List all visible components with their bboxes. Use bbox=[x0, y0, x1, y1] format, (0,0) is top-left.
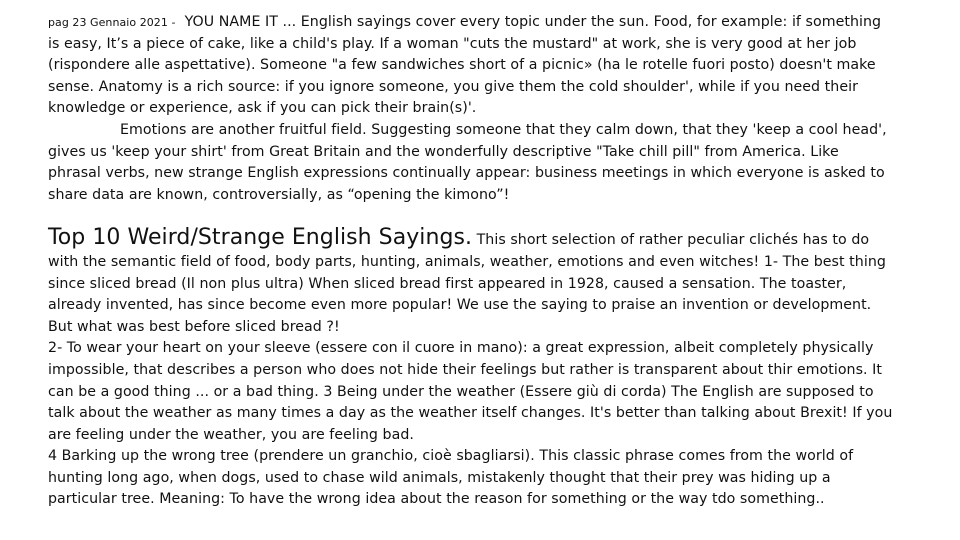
section-gap bbox=[48, 206, 914, 226]
top10-line-0: with the semantic field of food, body parts, hunting, animals, weather, emotions and even witches! 1- The best thing bbox=[48, 253, 886, 270]
top10-paragraph bbox=[48, 226, 914, 511]
top10-heading: Top 10 Weird/Strange English Sayings. bbox=[48, 225, 473, 251]
intro-line-1: is easy, It’s a piece of cake, like a child's play. If a woman "cuts the mustard" at work, she is very good at her job bbox=[48, 35, 857, 52]
top10-line-11: particular tree. Meaning: To have the wrong idea about the reason for something or the way tdo something.. bbox=[48, 491, 825, 508]
document-page bbox=[48, 12, 914, 511]
top10-line-5: impossible, that describes a person who does not hide their feelings but rather is transparent about thir emotions. It bbox=[48, 361, 882, 378]
top10-line-1: since sliced bread (Il non plus ultra) When sliced bread first appeared in 1928, caused a sensation. The toaster, bbox=[48, 275, 847, 292]
intro-line-0: English sayings cover every topic under the sun. Food, for example: if something bbox=[300, 14, 882, 30]
emotions-line-0: Emotions are another fruitful field. Suggesting someone that they calm down, that they 'keep a cool head', bbox=[120, 121, 887, 138]
top10-line-3: But what was best before sliced bread ?! bbox=[48, 318, 340, 335]
top10-line-10: hunting long ago, when dogs, used to chase wild animals, mistakenly thought that their prey was hiding up a bbox=[48, 469, 831, 486]
date-label: pag 23 Gennaio 2021 - bbox=[48, 16, 176, 29]
top10-line-first: This short selection of rather peculiar clichés has to do bbox=[472, 232, 870, 249]
intro-line-2: (rispondere alle aspettative). Someone "a few sandwiches short of a picnic» (ha le rotelle fuori posto) doesn't make bbox=[48, 57, 876, 74]
top10-line-2: already invented, has since become even more popular! We use the saying to praise an invention or development. bbox=[48, 297, 872, 314]
top10-line-9: 4 Barking up the wrong tree (prendere un granchio, cioè sbagliarsi). This classic phrase comes from the world of bbox=[48, 448, 854, 465]
top10-line-7: talk about the weather as many times a day as the weather itself changes. It's better than talking about Brexit! If you bbox=[48, 405, 893, 422]
intro-line-3: sense. Anatomy is a rich source: if you ignore someone, you give them the cold shoulder', while if you need their bbox=[48, 78, 858, 95]
emotions-paragraph bbox=[48, 120, 914, 206]
intro-paragraph bbox=[48, 12, 914, 120]
top10-line-6: can be a good thing ... or a bad thing. 3 Being under the weather (Essere giù di corda) The English are supposed to bbox=[48, 383, 874, 400]
intro-title: YOU NAME IT ... bbox=[184, 14, 297, 30]
top10-line-8: are feeling under the weather, you are feeling bad. bbox=[48, 426, 414, 443]
emotions-line-2: phrasal verbs, new strange English expressions continually appear: business meetings in which everyone is asked to bbox=[48, 165, 885, 182]
top10-line-4: 2- To wear your heart on your sleeve (essere con il cuore in mano): a great expression, albeit completely physically bbox=[48, 340, 874, 357]
emotions-line-1: gives us 'keep your shirt' from Great Britain and the wonderfully descriptive "Take chill pill" from America. Like bbox=[48, 143, 839, 160]
emotions-line-3: share data are known, controversially, as “opening the kimono”! bbox=[48, 186, 510, 203]
intro-line-4: knowledge or experience, ask if you can pick their brain(s)'. bbox=[48, 100, 477, 117]
